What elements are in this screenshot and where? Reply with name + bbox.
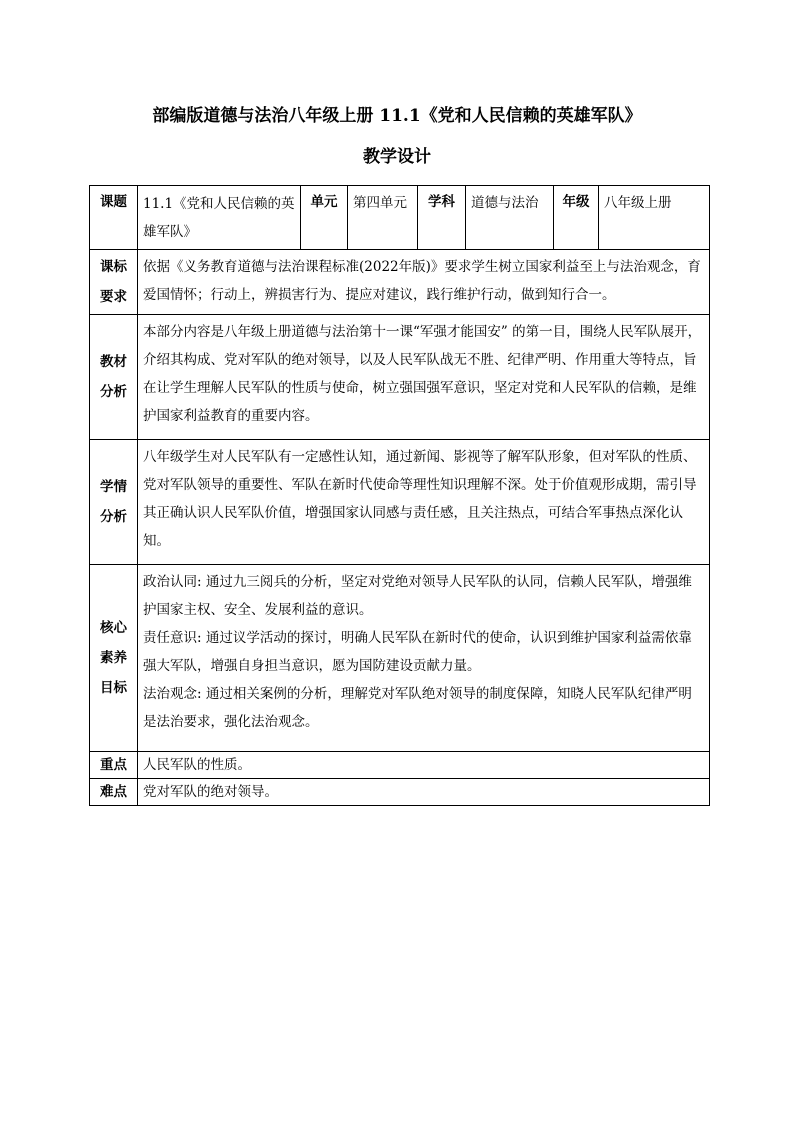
difficulty-label: 难点 <box>90 779 138 806</box>
topic-value: 11.1《党和人民信赖的英雄军队》 <box>138 186 301 250</box>
topic-label: 课题 <box>90 186 138 250</box>
literacy-item-law: 法治观念: 通过相关案例的分析，理解党对军队绝对领导的制度保障，知晓人民军队纪律严明是法治要求，强化法治观念。 <box>143 686 692 730</box>
key-point-label: 重点 <box>90 752 138 779</box>
literacy-label-line3: 目标 <box>100 680 127 696</box>
table-row-difficulty <box>90 779 710 806</box>
table-row-students <box>90 440 710 565</box>
standard-label <box>90 250 138 315</box>
students-content: 八年级学生对人民军队有一定感性认知，通过新闻、影视等了解军队形象，但对军队的性质、党对军队领导的重要性、军队在新时代使命等理性知识理解不深。处于价值观形成期，需引导其正确认识人民军队价值，增强国家认同感与责任感，且关注热点，可结合军事热点深化认知。 <box>138 440 710 565</box>
material-label-line2: 分析 <box>100 384 127 400</box>
literacy-label <box>90 565 138 752</box>
standard-label-line2: 要求 <box>100 289 127 305</box>
key-point-content: 人民军队的性质。 <box>138 752 710 779</box>
literacy-item-political: 政治认同: 通过九三阅兵的分析，坚定对党绝对领导人民军队的认同，信赖人民军队，增强维护国家主权、安全、发展利益的意识。 <box>143 574 692 618</box>
literacy-content <box>138 565 710 752</box>
students-label <box>90 440 138 565</box>
literacy-item-responsibility: 责任意识: 通过议学活动的探讨，明确人民军队在新时代的使命，认识到维护国家利益需依靠强大军队，增强自身担当意识，愿为国防建设贡献力量。 <box>143 630 692 674</box>
table-row-material <box>90 315 710 440</box>
table-row-literacy <box>90 565 710 752</box>
subject-label: 学科 <box>418 186 466 250</box>
material-content: 本部分内容是八年级上册道德与法治第十一课“军强才能国安” 的第一目，围绕人民军队展开，介绍其构成、党对军队的绝对领导，以及人民军队战无不胜、纪律严明、作用重大等特点，旨在让学生理解人民军队的性质与使命，树立强国强军意识，坚定对党和人民军队的信赖，是维护国家利益教育的重要内容。 <box>138 315 710 440</box>
standard-label-line1: 课标 <box>100 259 127 275</box>
grade-label: 年级 <box>554 186 599 250</box>
literacy-label-line2: 素养 <box>100 650 127 666</box>
students-label-line2: 分析 <box>100 509 127 525</box>
material-label-line1: 教材 <box>100 354 127 370</box>
document-subtitle: 教学设计 <box>363 147 431 167</box>
table-row-standard <box>90 250 710 315</box>
standard-content: 依据《义务教育道德与法治课程标准(2022年版)》要求学生树立国家利益至上与法治观念，育爱国情怀；行动上，辨损害行为、提应对建议，践行维护行动，做到知行合一。 <box>138 250 710 315</box>
grade-value: 八年级上册 <box>599 186 710 250</box>
lesson-plan-table <box>89 185 710 806</box>
material-label <box>90 315 138 440</box>
literacy-label-line1: 核心 <box>100 620 127 636</box>
subject-value: 道德与法治 <box>466 186 554 250</box>
unit-label: 单元 <box>301 186 348 250</box>
table-row-key-point <box>90 752 710 779</box>
difficulty-content: 党对军队的绝对领导。 <box>138 779 710 806</box>
document-title: 部编版道德与法治八年级上册 11.1《党和人民信赖的英雄军队》 <box>152 106 642 126</box>
unit-value: 第四单元 <box>348 186 418 250</box>
students-label-line1: 学情 <box>100 479 127 495</box>
table-row-topic <box>90 186 710 250</box>
